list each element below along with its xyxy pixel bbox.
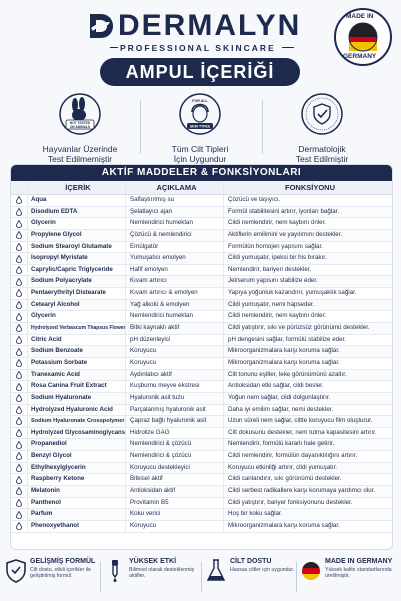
header-function: FONKSİYONU: [284, 183, 335, 192]
table-row: [11, 381, 392, 393]
ingredient-icon: [11, 463, 28, 474]
ingredient-name: Hydrolyzed Verbascum Thapsus Flower: [28, 323, 126, 334]
brand-name: DERMALYN: [118, 9, 302, 42]
claim-label-line1: Dermatolojik: [298, 144, 346, 154]
table-row: [11, 230, 392, 242]
ingredient-name: Parfum: [28, 509, 126, 520]
ingredient-function: Antioksidan etki sağlar, cildi besler.: [228, 382, 324, 390]
feature-title: YÜKSEK ETKİ: [129, 558, 177, 565]
claim-dermatologically-tested: [262, 92, 382, 164]
table-row: [11, 439, 392, 451]
ingredient-function: Jel/serum yapısını stabilize eder.: [228, 277, 318, 285]
header-description: AÇIKLAMA: [126, 181, 224, 194]
ingredient-function: Yapıya yoğunluk kazandırır, yumuşaklık sağlar.: [228, 289, 357, 297]
ingredient-icon: [11, 253, 28, 264]
header: [0, 0, 401, 92]
ingredient-icon: [11, 207, 28, 218]
ingredient-name: Raspberry Ketone: [28, 474, 126, 485]
ingredient-function: Cildi yatıştırır, sıkı ve pürüzsüz görünümü destekler.: [228, 324, 370, 332]
table-row: [11, 323, 392, 335]
table-row: [11, 358, 392, 370]
svg-text:NOT TESTED: NOT TESTED: [69, 121, 91, 125]
ingredient-name: Propanediol: [28, 439, 126, 450]
claims-row: [0, 92, 401, 162]
ingredient-description: Yağ alkolü & emolyen: [126, 300, 224, 311]
ingredient-name: Sodium Stearoyl Glutamate: [28, 242, 126, 253]
ingredient-function: Cildi canlandırır, sıkı görünümü destekler.: [228, 475, 342, 483]
table-body: [11, 195, 392, 533]
ingredient-description: Antioksidan aktif: [126, 486, 224, 497]
ingredient-name: Glycerin: [28, 311, 126, 322]
ingredient-function: Nemlendirir, bariyeri destekler.: [228, 265, 312, 273]
ingredient-name: Sodium Hyaluronate Crosspolymer: [28, 416, 126, 427]
table-row: [11, 276, 392, 288]
ingredient-function: Nemlendirir, formülü kararlı hale getirir.: [228, 440, 335, 448]
feature-title: MADE IN GERMANY: [325, 558, 393, 565]
ingredient-function: Yoğun nem sağlar, cildi dolgunlaştırır.: [228, 393, 331, 401]
ingredient-function: Cilt dokusunu destekler, nem tutma kapasitesini artırır.: [228, 428, 377, 436]
table-header: [11, 181, 392, 195]
ingredient-description: Çözücü & nemlendirici: [126, 230, 224, 241]
ingredient-function: pH dengesini sağlar, formülü stabilize eder.: [228, 335, 346, 343]
ingredient-name: Panthenol: [28, 498, 126, 509]
made-in-badge-top: MADE IN: [346, 13, 374, 20]
ingredient-icon: [11, 486, 28, 497]
ingredient-icon: [11, 451, 28, 462]
ingredient-function: Aktiflerin emilimini ve yayılımını destekler.: [228, 230, 343, 238]
ingredient-icon: [11, 370, 28, 381]
ingredient-function: Cildi yumuşatır, nemi hapseder.: [228, 300, 315, 308]
table-row: [11, 300, 392, 312]
ingredient-icon: [11, 218, 28, 229]
ingredient-description: Hidrolize GAG: [126, 428, 224, 439]
feature-made-in-germany: [299, 556, 395, 596]
table-row: [11, 253, 392, 265]
ingredient-icon: [11, 393, 28, 404]
face-icon: [178, 92, 222, 136]
ingredient-name: Rosa Canina Fruit Extract: [28, 381, 126, 392]
table-row: [11, 265, 392, 277]
table-row: [11, 242, 392, 254]
ingredient-icon: [11, 288, 28, 299]
ingredient-name: Benzyl Glycol: [28, 451, 126, 462]
ingredient-function: Daha iyi emilim sağlar, nemi destekler.: [228, 405, 334, 413]
claim-label-line2: Test Edilmemiştir: [47, 154, 113, 164]
ingredient-name: Phenoxyethanol: [28, 521, 126, 532]
ingredient-description: Nemlendirici & çözücü: [126, 439, 224, 450]
claim-label-line2: Test Edilmiştir: [295, 154, 349, 164]
header-ingredient: İÇERİK: [28, 181, 126, 194]
ingredient-description: Kuşburnu meyve ekstresi: [126, 381, 224, 392]
table-row: [11, 288, 392, 300]
feature-title: GELİŞMİŞ FORMÜL: [30, 558, 96, 565]
ingredient-description: Koruyucu destekleyici: [126, 463, 224, 474]
ingredient-name: Ethylhexylglycerin: [28, 463, 126, 474]
ingredient-icon: [11, 300, 28, 311]
svg-text:SKIN TYPES: SKIN TYPES: [189, 124, 211, 129]
ingredient-name: Citric Acid: [28, 335, 126, 346]
ingredient-icon: [11, 230, 28, 241]
divider: [100, 562, 101, 592]
ingredient-icon: [11, 276, 28, 287]
claim-not-tested-on-animals: [20, 92, 140, 164]
feature-skin-friendly: [204, 556, 300, 596]
rabbit-icon: [58, 92, 102, 136]
shield-check-icon: [300, 92, 344, 136]
features-footer: [0, 552, 401, 601]
ingredient-name: Hydrolyzed Glycosaminoglycans: [28, 428, 126, 439]
ingredient-icon: [11, 242, 28, 253]
ingredient-description: Hyaluronik asit tuzu: [126, 393, 224, 404]
svg-text:FOR ALL: FOR ALL: [192, 99, 208, 103]
ingredient-name: Caprylic/Capric Triglyceride: [28, 265, 126, 276]
ingredient-name: Sodium Polyacrylate: [28, 276, 126, 287]
page-title: AMPUL İÇERİĞİ: [100, 58, 300, 86]
feature-high-impact: [103, 556, 199, 596]
ingredient-function: Cildi yumuşatır, ipeksi bir his bırakır.: [228, 254, 327, 262]
ingredient-description: Aydınlatıcı aktif: [126, 370, 224, 381]
ingredient-name: Hydrolyzed Hyaluronic Acid: [28, 405, 126, 416]
ingredient-icon: [11, 498, 28, 509]
ingredient-description: Saflaştırılmış su: [126, 195, 224, 206]
ingredient-function: Cildi nemlendirir, formülün dayanıklılığını artırır.: [228, 452, 358, 460]
ingredient-icon: [11, 509, 28, 520]
ingredient-function: Mikroorganizmalara karşı koruma sağlar.: [228, 358, 340, 366]
ingredient-description: Koruyucu: [126, 358, 224, 369]
ingredient-description: Kıvam artırıcı & emolyen: [126, 288, 224, 299]
claim-label-line2: İçin Uygundur: [173, 154, 227, 164]
table-row: [11, 207, 392, 219]
ingredient-icon: [11, 265, 28, 276]
feature-desc: Cilt dostu, etkili içerikler ile geliştirilmiş formül.: [30, 567, 91, 580]
ingredient-description: Bitkisel aktif: [126, 474, 224, 485]
table-row: [11, 218, 392, 230]
feature-advanced-formula: [4, 556, 100, 596]
ingredient-icon: [11, 346, 28, 357]
ingredient-name: Propylene Glycol: [28, 230, 126, 241]
ingredient-function: Cildi nemlendirir, nem kaybını önler.: [228, 219, 327, 227]
table-row: [11, 463, 392, 475]
table-row: [11, 451, 392, 463]
ingredient-description: Nemlendirici humektan: [126, 311, 224, 322]
ingredient-function: Uzun süreli nem sağlar, ciltte koruyucu film oluşturur.: [228, 417, 373, 425]
table-row: [11, 486, 392, 498]
ingredient-function: Cildi serbest radikallere karşı korumaya yardımcı olur.: [228, 487, 376, 495]
made-in-badge-bottom: GERMANY: [343, 53, 377, 60]
divider: [110, 47, 118, 48]
ingredient-function: Çözücü ve taşıyıcı.: [228, 196, 281, 203]
ingredient-function: Hoş bir koku sağlar.: [228, 510, 283, 518]
ingredient-description: Çapraz bağlı hyaluronik asit: [126, 416, 224, 427]
table-row: [11, 346, 392, 358]
ingredient-description: Koruyucu: [126, 346, 224, 357]
ingredient-icon: [11, 311, 28, 322]
ingredient-function: Formülün homojen yapısını sağlar.: [228, 242, 323, 250]
ingredient-icon: [11, 323, 28, 334]
table-title: AKTİF MADDELER & FONKSİYONLARI: [11, 165, 392, 181]
shield-check-icon: [6, 559, 26, 583]
ingredient-name: Aqua: [28, 195, 126, 206]
ingredient-icon: [11, 381, 28, 392]
table-row: [11, 416, 392, 428]
ingredient-description: Provitamin B5: [126, 498, 224, 509]
ingredient-name: Tranexamic Acid: [28, 370, 126, 381]
ingredient-icon: [11, 521, 28, 532]
ingredient-name: Potassium Sorbate: [28, 358, 126, 369]
feature-title: CİLT DOSTU: [230, 558, 272, 565]
germany-flag-icon: [301, 559, 321, 583]
ingredient-icon: [11, 358, 28, 369]
ingredient-function: Formül stabilitesini artırır, iyonları bağlar.: [228, 207, 340, 215]
ingredient-name: Melatonin: [28, 486, 126, 497]
ingredient-icon: [11, 405, 28, 416]
table-row: [11, 474, 392, 486]
dermalyn-logo-icon: [88, 12, 114, 40]
dropper-icon: [105, 559, 125, 583]
ingredient-name: Glycerin: [28, 218, 126, 229]
ingredient-description: Koku verici: [126, 509, 224, 520]
ingredient-name: Sodium Benzoate: [28, 346, 126, 357]
feature-desc: Bilimsel olarak desteklenmiş aktifler.: [129, 567, 195, 580]
ingredient-function: Koruyucu etkinliği artırır, cildi yumuşatır.: [228, 463, 338, 471]
ingredient-name: Disodium EDTA: [28, 207, 126, 218]
ingredient-icon: [11, 195, 28, 206]
table-row: [11, 405, 392, 417]
claim-label-line1: Hayvanlar Üzerinde: [42, 144, 118, 154]
table-row: [11, 335, 392, 347]
ingredient-name: Sodium Hyaluronate: [28, 393, 126, 404]
ingredient-name: Isopropyl Myristate: [28, 253, 126, 264]
feature-desc: Yüksek kalite standartlarında üretilmiştir.: [325, 567, 392, 580]
ingredient-icon: [11, 428, 28, 439]
table-row: [11, 370, 392, 382]
ingredient-description: pH düzenleyici: [126, 335, 224, 346]
flask-icon: [206, 559, 226, 583]
ingredient-function: Mikroorganizmalara karşı koruma sağlar.: [228, 521, 340, 529]
ingredient-description: Yumuşatıcı emolyen: [126, 253, 224, 264]
ingredient-description: Emülgatör: [126, 242, 224, 253]
header-icon-cell: [11, 181, 28, 194]
divider: [296, 562, 297, 592]
brand-tagline: PROFESSIONAL SKINCARE: [120, 43, 276, 53]
ingredient-icon: [11, 439, 28, 450]
ingredient-function: Mikroorganizmalara karşı koruma sağlar.: [228, 347, 340, 355]
claim-all-skin-types: [140, 92, 260, 164]
ingredient-description: Bitki kaynaklı aktif: [126, 323, 224, 334]
ingredient-description: Kıvam artırıcı: [126, 276, 224, 287]
ingredient-icon: [11, 335, 28, 346]
ingredients-table: [10, 164, 393, 550]
claim-label-line1: Tüm Cilt Tipleri: [171, 144, 229, 154]
ingredient-name: Cetearyl Alcohol: [28, 300, 126, 311]
ingredient-description: Hafif emolyen: [126, 265, 224, 276]
table-row: [11, 311, 392, 323]
ingredient-function: Cildi yatıştırır, bariyer fonksiyonunu destekler.: [228, 498, 353, 506]
ingredient-icon: [11, 474, 28, 485]
ingredient-description: Koruyucu: [126, 521, 224, 532]
ingredient-description: Şelatlayıcı ajan: [126, 207, 224, 218]
ingredient-description: Parçalanmış hyaluronik asit: [126, 405, 224, 416]
ingredient-icon: [11, 416, 28, 427]
divider: [282, 47, 294, 48]
svg-text:ON ANIMALS: ON ANIMALS: [69, 125, 91, 129]
table-row: [11, 428, 392, 440]
table-row: [11, 509, 392, 521]
ingredient-description: Nemlendirici humektan: [126, 218, 224, 229]
ingredient-function: Cilt tonunu eşitler, leke görünümünü azaltır.: [228, 370, 347, 378]
ingredient-function: Cildi nemlendirir, nem kaybını önler.: [228, 312, 327, 320]
divider: [201, 562, 202, 592]
table-row: [11, 498, 392, 510]
ingredient-name: Pentaerythrityl Distearate: [28, 288, 126, 299]
feature-desc: Hassas ciltler için uygundur.: [230, 567, 295, 573]
ingredient-description: Nemlendirici & çözücü: [126, 451, 224, 462]
table-row: [11, 195, 392, 207]
table-row: [11, 393, 392, 405]
table-row: [11, 521, 392, 533]
